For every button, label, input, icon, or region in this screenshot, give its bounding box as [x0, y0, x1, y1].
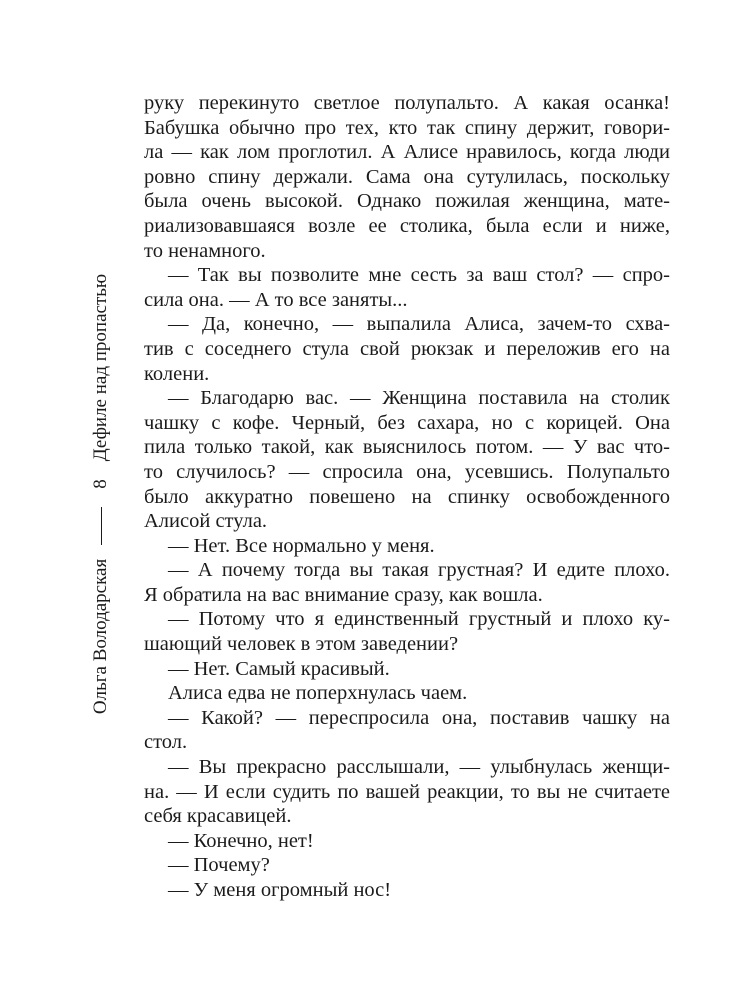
text-line: ла — как лом проглотил. А Алисе нравилось, когда люди	[144, 141, 670, 164]
text-line: риализовавшаяся возле ее столика, была если и ниже,	[144, 214, 670, 237]
text-line: сила она. — А то все заняты...	[144, 288, 408, 311]
text-line: Бабушка обычно про тех, кто так спину держит, говори-	[144, 116, 670, 139]
text-line: на. — И если судить по вашей реакции, то вы не считаете	[144, 780, 670, 803]
text-line: чашку с кофе. Черный, без сахара, но с корицей. Она	[144, 411, 670, 434]
text-line: то случилось? — спросила она, усевшись. Полупальто	[144, 460, 670, 483]
text-line: — Нет. Все нормально у меня.	[168, 534, 435, 557]
text-line: — Благодарю вас. — Женщина поставила на столик	[168, 387, 670, 410]
text-line: колени.	[144, 362, 210, 385]
text-line: — Почему?	[168, 854, 270, 877]
text-line: Алиса едва не поперхнулась чаем.	[168, 682, 468, 705]
text-line: себя красавицей.	[144, 805, 292, 828]
body-text	[144, 91, 670, 903]
text-line: Алисой стула.	[144, 510, 268, 533]
text-line: — А почему тогда вы такая грустная? И едите плохо.	[168, 559, 670, 582]
text-line: — Да, конечно, — выпалила Алиса, зачем-то схва-	[168, 313, 670, 336]
text-line: — Потому что я единственный грустный и плохо ку-	[168, 608, 670, 631]
text-line: руку перекинуто светлое полупальто. А какая осанка!	[144, 92, 670, 114]
text-line: — Конечно, нет!	[168, 829, 314, 852]
text-line: шающий человек в этом заведении?	[144, 633, 459, 656]
text-line: стол.	[144, 731, 188, 754]
text-line: тив с соседнего стула свой рюкзак и переложив его на	[144, 337, 670, 360]
text-line: — Какой? — переспросила она, поставив чашку на	[168, 706, 670, 729]
running-head-rule	[101, 507, 102, 545]
text-line: — Вы прекрасно расслышали, — улыбнулась женщи-	[168, 756, 670, 779]
text-line: была очень высокой. Однако пожилая женщина, мате-	[144, 190, 670, 213]
text-line: — У меня огромный нос!	[168, 879, 392, 901]
text-line: Я обратила на вас внимание сразу, как вошла.	[144, 583, 543, 606]
text-line: — Так вы позволите мне сесть за ваш стол? — спро-	[168, 264, 670, 287]
text-line: — Нет. Самый красивый.	[168, 657, 390, 680]
text-line: было аккуратно повешено на спинку освобожденного	[144, 485, 670, 508]
running-head-author: Ольга Володарская	[90, 558, 111, 715]
text-line: пила только такой, как выяснилось потом. — У вас что-	[144, 436, 670, 459]
running-head-book-title: Дефиле над пропастью	[90, 273, 111, 462]
text-line: то ненамного.	[144, 239, 266, 262]
page-number: 8	[90, 479, 111, 489]
text-line: ровно спину держали. Сама она сутулилась, поскольку	[144, 165, 670, 188]
